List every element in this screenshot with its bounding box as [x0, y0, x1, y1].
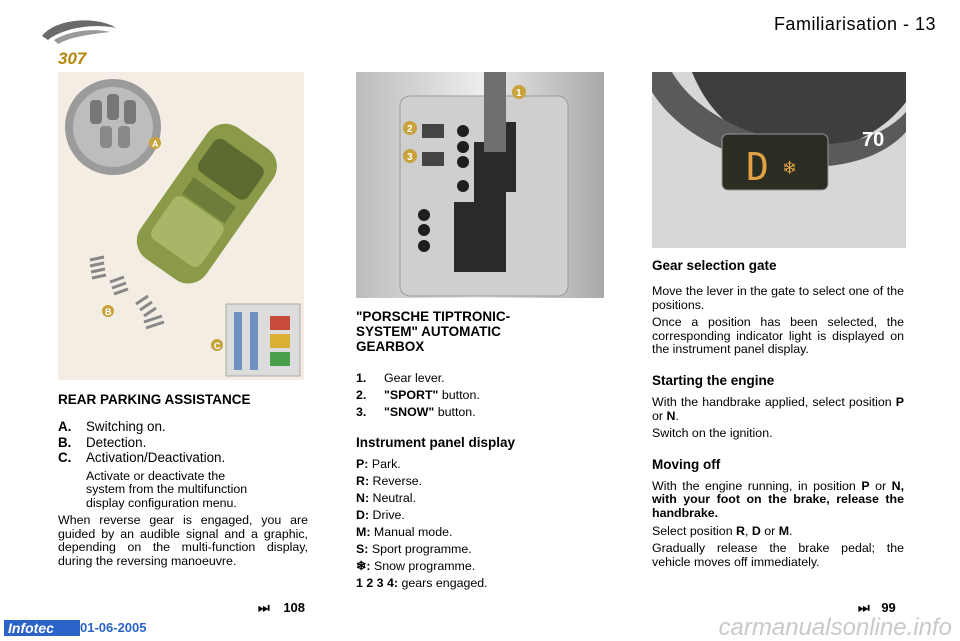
- parking-assistance-illustration: [58, 72, 304, 380]
- list-item: [356, 558, 606, 575]
- label-b: B: [105, 307, 112, 317]
- list-item: [356, 404, 606, 421]
- list-item: [58, 419, 308, 435]
- item-key: D:: [356, 508, 370, 522]
- item-key: 3.: [356, 405, 367, 419]
- item-key: 1.: [356, 371, 367, 385]
- list-item: [356, 473, 606, 490]
- start-paragraph-1: With the handbrake applied, select position P or N.: [652, 394, 904, 423]
- gate-paragraph-2: Once a position has been selected, the corresponding indicator light is displayed on the instrument panel display.: [652, 315, 904, 357]
- item-text: Gear lever.: [384, 371, 445, 385]
- skip-forward-icon: ⏭: [858, 600, 870, 615]
- list-item: [356, 370, 606, 387]
- list-item: [356, 524, 606, 541]
- page-link-label: 99: [881, 600, 896, 615]
- item-text: button.: [438, 388, 480, 402]
- start-paragraph-2: Switch on the ignition.: [652, 426, 773, 441]
- item-key: B.: [58, 434, 72, 450]
- item-key: M:: [356, 525, 371, 539]
- item-key: ❄:: [356, 559, 371, 573]
- item-bold: "SNOW": [384, 405, 435, 419]
- reversing-paragraph: When reverse gear is engaged, you are guided by an audible signal and a graphic, depending on the multi-function display, during the reversing manoeuvre.: [58, 513, 308, 569]
- page-title: Familiarisation - 13: [773, 14, 936, 34]
- move-paragraph-2: Select position R, D or M.: [652, 523, 793, 538]
- item-text: button.: [434, 405, 476, 419]
- item-text: gears engaged.: [398, 576, 488, 590]
- item-key: C.: [58, 450, 72, 465]
- label-3: 3: [407, 152, 413, 163]
- move-paragraph-3: Gradually release the brake pedal; the vehicle moves off immediately.: [652, 541, 904, 569]
- list-item: [356, 507, 606, 524]
- driving-section: [652, 258, 904, 569]
- item-text: Sport programme.: [368, 542, 472, 556]
- gate-paragraph-1: Move the lever in the gate to select one of the positions.: [652, 284, 904, 312]
- label-a: A: [152, 139, 159, 149]
- list-item: [356, 490, 606, 507]
- item-text: Activation/Deactivation.: [86, 450, 226, 465]
- activation-note: Activate or deactivate the system from the multifunction display configuration menu.: [86, 468, 248, 510]
- gearbox-gate-illustration: [356, 72, 604, 298]
- item-key: A.: [58, 419, 72, 434]
- item-key: N:: [356, 491, 370, 505]
- moving-off-title: Moving off: [652, 456, 721, 472]
- label-1: 1: [516, 88, 522, 99]
- item-key: R:: [356, 474, 370, 488]
- item-bold: "SPORT": [384, 388, 439, 402]
- label-2: 2: [407, 124, 413, 135]
- page-link-label: 108: [283, 600, 306, 615]
- infotec-badge: Infotec: [4, 620, 80, 636]
- instrument-panel-illustration: [652, 72, 906, 248]
- item-text: Snow programme.: [370, 559, 476, 573]
- item-key: 2.: [356, 388, 367, 402]
- list-item: [356, 575, 606, 592]
- logo-text: 307: [58, 49, 87, 68]
- list-item: [58, 435, 308, 451]
- list-item: [58, 450, 308, 466]
- parking-assistance-section: [58, 392, 308, 569]
- item-text: Detection.: [86, 434, 147, 450]
- item-key: P:: [356, 457, 369, 471]
- list-item: [356, 541, 606, 558]
- gearbox-title: "PORSCHE TIPTRONIC-SYSTEM" AUTOMATIC GEARBOX: [356, 309, 511, 354]
- move-paragraph-1: With the engine running, in position P or N, with your foot on the brake, release the handbrake.: [652, 478, 905, 520]
- item-text: Drive.: [369, 508, 405, 522]
- starting-engine-title: Starting the engine: [652, 372, 775, 388]
- item-text: Switching on.: [86, 419, 166, 434]
- item-text: Manual mode.: [370, 525, 453, 539]
- snow-indicator-icon: ❄: [782, 158, 798, 178]
- site-watermark: carmanualsonline.info: [718, 614, 952, 641]
- instrument-display-title: Instrument panel display: [356, 435, 516, 450]
- gear-display-text: D: [746, 145, 769, 189]
- list-item: [356, 387, 606, 404]
- item-key: S:: [356, 542, 369, 556]
- peugeot-307-logo: [36, 14, 120, 72]
- item-text: Park.: [368, 457, 401, 471]
- item-text: Reverse.: [369, 474, 423, 488]
- label-c: C: [214, 341, 221, 351]
- item-key: 1 2 3 4:: [356, 576, 399, 590]
- list-item: [356, 456, 606, 473]
- page-link-108[interactable]: [258, 600, 305, 616]
- skip-forward-icon: ⏭: [258, 600, 270, 615]
- gear-gate-title: Gear selection gate: [652, 258, 777, 273]
- item-text: Neutral.: [369, 491, 416, 505]
- gearbox-section: [356, 309, 606, 592]
- speedometer-value: 70: [862, 129, 885, 151]
- print-date: 01-06-2005: [80, 620, 147, 635]
- parking-assistance-title: REAR PARKING ASSISTANCE: [58, 392, 251, 407]
